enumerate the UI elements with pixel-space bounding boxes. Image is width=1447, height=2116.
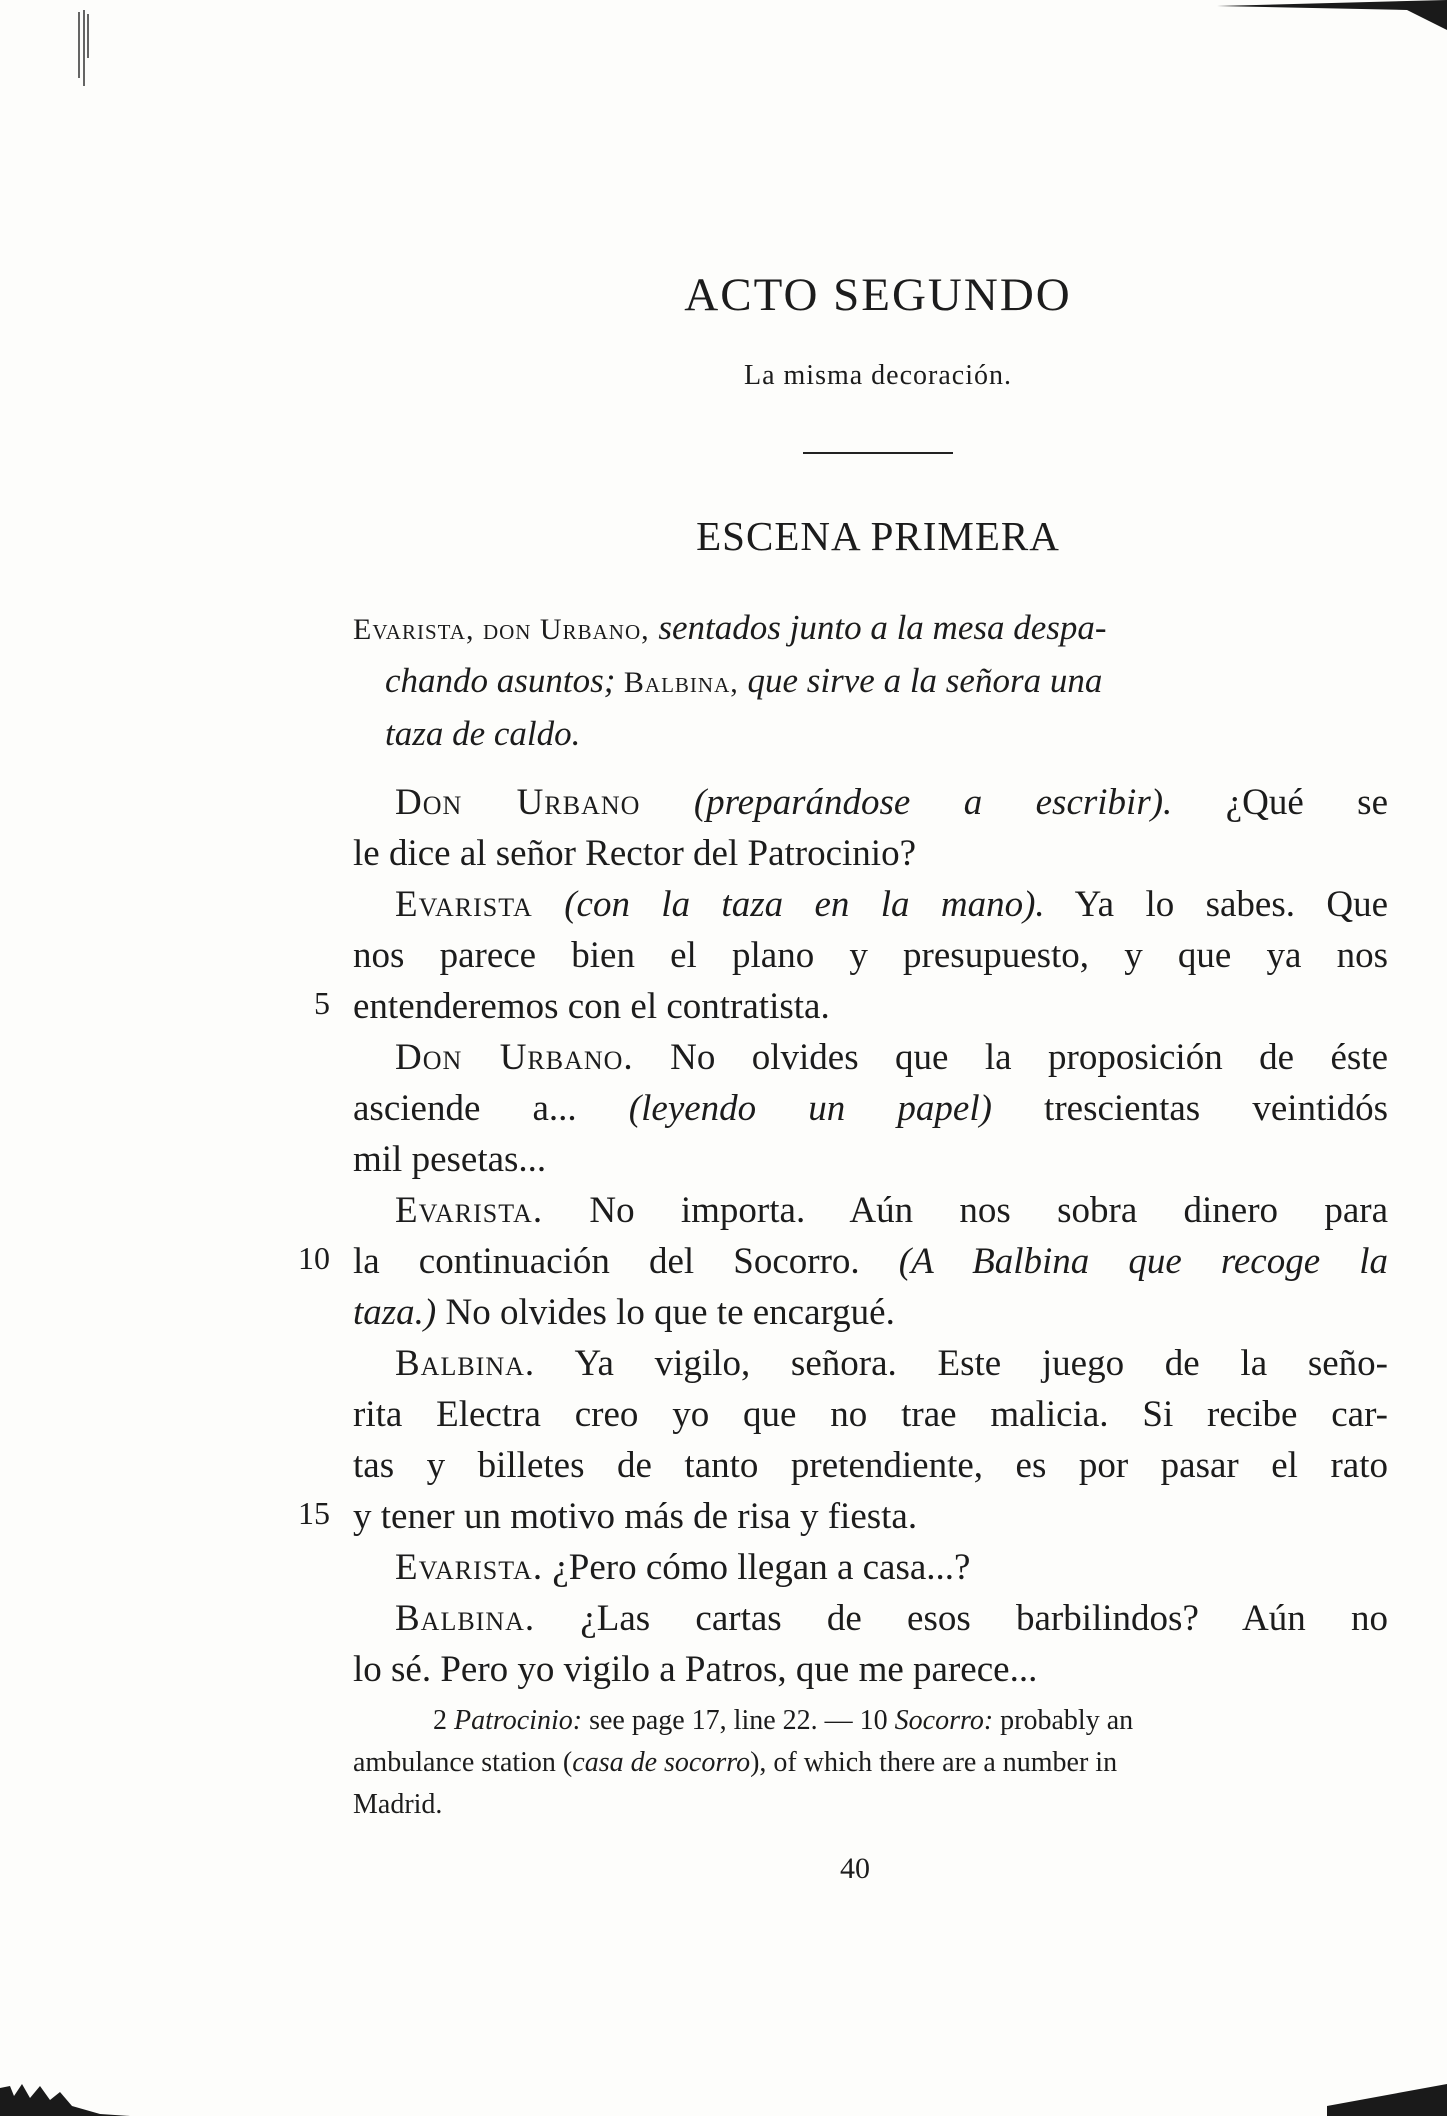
act-subtitle: La misma decoración.: [743, 360, 1012, 391]
line-number-15: 15: [298, 1495, 330, 1531]
page-number: 40: [840, 1852, 870, 1885]
text-line: Evarista (con la taza en la mano). Ya lo sabes. Que: [395, 884, 1388, 925]
text-line: le dice al señor Rector del Patrocinio?: [353, 833, 917, 874]
text-line: Don Urbano. No olvides que la proposición de éste: [395, 1037, 1389, 1078]
text-line: tas y billetes de tanto pretendiente, es por pasar el rato: [353, 1445, 1388, 1486]
scan-artifact-bottom-right: [1327, 2056, 1447, 2116]
footnote-line: ambulance station (casa de socorro), of which there are a number in: [353, 1747, 1118, 1778]
text-line: Balbina. ¿Las cartas de esos barbilindos? Aún no: [395, 1598, 1388, 1639]
act-title: ACTO SEGUNDO: [684, 269, 1072, 321]
text-line: asciende a... (leyendo un papel) trescientas veintidós: [353, 1088, 1388, 1129]
scene-title: ESCENA PRIMERA: [696, 513, 1060, 559]
dialogue: [353, 777, 1388, 1695]
text-line: mil pesetas...: [353, 1139, 547, 1180]
footnote-line: Madrid.: [353, 1789, 443, 1820]
text-line: Evarista. ¿Pero cómo llegan a casa...?: [395, 1547, 971, 1588]
text-line: lo sé. Pero yo vigilo a Patros, que me parece...: [353, 1649, 1038, 1690]
text-line: Don Urbano (preparándose a escribir). ¿Qué se: [395, 782, 1388, 823]
stage-direction-line: taza de caldo.: [385, 714, 581, 753]
text-line: taza.) No olvides lo que te encargué.: [353, 1292, 895, 1333]
text-line: la continuación del Socorro. (A Balbina que recoge la: [353, 1241, 1388, 1282]
footnote: [353, 1700, 1353, 1826]
section-divider: [803, 452, 953, 454]
text-line: y tener un motivo más de risa y fiesta.: [353, 1496, 918, 1537]
stage-direction-line: Evarista, don Urbano, sentados junto a la mesa despa-: [353, 608, 1107, 647]
text-line: rita Electra creo yo que no trae malicia. Si recibe car-: [353, 1394, 1388, 1435]
text-line: nos parece bien el plano y presupuesto, y que ya nos: [353, 935, 1388, 976]
text-line: Balbina. Ya vigilo, señora. Este juego de la seño-: [395, 1343, 1388, 1384]
scan-artifact-top-left: [76, 8, 92, 88]
scan-artifact-top-right: [1217, 0, 1447, 44]
text-line: Evarista. No importa. Aún nos sobra dinero para: [395, 1190, 1388, 1231]
line-number-5: 5: [314, 985, 330, 1021]
line-number-10: 10: [298, 1240, 330, 1276]
footnote-line: 2 Patrocinio: see page 17, line 22. — 10 Socorro: probably an: [433, 1705, 1134, 1736]
stage-direction-line: chando asuntos; Balbina, que sirve a la señora una: [385, 661, 1103, 700]
scan-artifact-bottom-left: [0, 2026, 130, 2116]
text-line: entenderemos con el contratista.: [353, 986, 830, 1027]
stage-direction: [353, 602, 1388, 759]
